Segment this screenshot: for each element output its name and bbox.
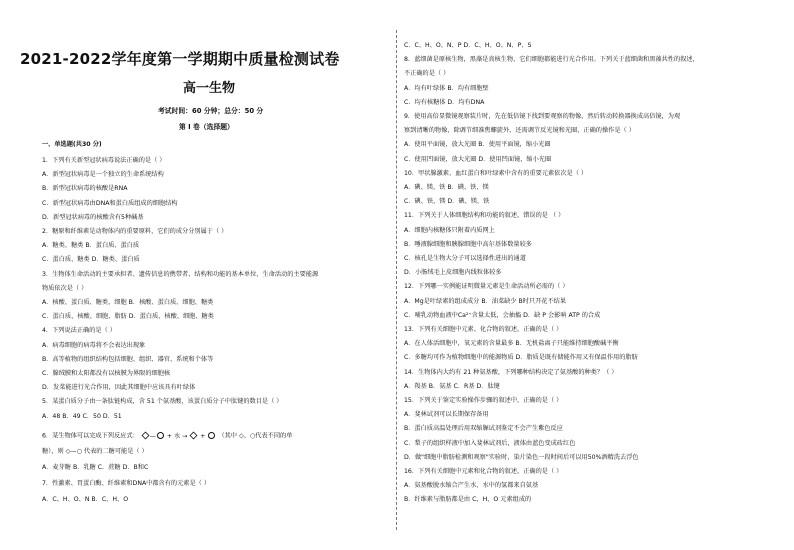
text-line: 不正确的是（ ） xyxy=(404,70,450,78)
text-line: 11．下列关于人体细胞结构和功能的叙述，错误的是 （ ） xyxy=(404,212,565,220)
diamond-icon xyxy=(190,432,198,440)
text-line: 13．下列有关细胞中元素、化合物的叙述，正确的是（ ） xyxy=(404,326,563,333)
part-heading: 第 I 卷（选择题） xyxy=(179,123,234,131)
text-line: D．做"细胞中脂肪检测和观察"实验时，染片染色一段时间后可以用50%酒精洗去浮色 xyxy=(404,453,639,461)
text-line: C．碘、铁、镁 D．碘、镁、铁 xyxy=(404,198,490,206)
text-line: B．蛋白质高温处理后用双缩脲试剂鉴定不会产生紫色反应 xyxy=(404,425,563,433)
text-line: 2．糖原和纤维素是动物体内的重要原料，它们的成分分别属于（ ） xyxy=(42,228,228,235)
text-line: D．小肠绒毛上皮细胞内线粒体较多 xyxy=(404,269,502,277)
text-line: 5．某蛋白质分子由一条肽链构成，含 51 个氨基酸，该蛋白质分子中肽键的数目是（ ） xyxy=(42,398,283,406)
text-line: C．腺绒膜和太阳都没有以核膜为界限的细胞核 xyxy=(42,370,171,377)
text-line: B．新型冠状病毒的核酸是RNA xyxy=(42,185,128,193)
text-line: D．新型冠状病毒的核酸含有5种碱基 xyxy=(42,213,144,221)
text-line: A．病毒细胞的病毒将不会表达出现象 xyxy=(42,341,146,349)
text-line: 1．下列有关新型冠状病毒说法正确的是（ ） xyxy=(42,157,166,164)
question-7: 7．性激素、胃蛋白酶、纤维素和DNA中都含有的元素是（ ） xyxy=(42,480,211,487)
q6-suffix: （其中 ◇、○代表不同的单 xyxy=(218,432,293,440)
text-line: A．Mg是叶绿素的组成成分 B．油菜缺少 B时只开花不结果 xyxy=(404,297,567,305)
text-line: C．新型冠状病毒由DNA和蛋白质组成的细胞结构 xyxy=(42,199,178,207)
section-heading: 一、单选题(共30 分) xyxy=(42,141,102,148)
text-line: A．均有叶绿体 B．均有细胞壁 xyxy=(404,84,489,92)
text-line: B．高等植物的组织结构包括细胞、组织、器官、系统和个体等 xyxy=(42,355,214,363)
text-line: 16．下列有关细胞中元素和化合物的叙述，正确的是（ ） xyxy=(404,468,563,475)
text-line: 14．生物体内大约有 21 种氨基酸，下列哪种结构决定了氨基酸的种类？（ ） xyxy=(404,368,618,376)
column-divider xyxy=(396,30,397,530)
q6-prefix: 6．某生物体可以完成下列反应式： xyxy=(42,432,139,440)
text-line: C．哺乳动物血液中Ca²⁺含量太低，会抽搐 D．缺 P 会影响 ATP 的合成 xyxy=(404,311,601,319)
circle-icon xyxy=(208,432,215,439)
text-line: A．在人体活细胞中，氧元素的含量最多 B．无机盐离子只能维持细胞酸碱平衡 xyxy=(404,340,619,348)
text-line: A．碘、镁、铁 B．碘、铁、镁 xyxy=(404,184,489,191)
text-line: 物质依次是（ ） xyxy=(42,284,88,292)
text-line: A．糖类、糖类 B．蛋白质、蛋白质 xyxy=(42,242,140,250)
text-line: C．蛋白质、糖类 D．糖类、蛋白质 xyxy=(42,256,140,264)
question-6-line-1 xyxy=(42,432,292,441)
text-line: C．蛋白质、核酸、细胞、脂肪 D．蛋白质、核酸、细胞、糖类 xyxy=(42,313,214,321)
text-line: C．均有核糖体 D．均有DNA xyxy=(404,98,485,106)
question-6-options: A．麦芽糖 B．乳糖 C．蔗糖 D．B和C xyxy=(42,464,149,471)
text-line: 10．甲状腺激素、血红蛋白和叶绿素中含有的重要元素依次是（ ） xyxy=(404,169,588,177)
text-line: C．多糖均可作为植物细胞中的能源物质 D．脂质是既有储能作用又有保温作用的脂肪 xyxy=(404,354,638,362)
text-line: A．使用平面镜，放大光圈 B．使用平面镜，缩小光圈 xyxy=(404,141,551,149)
circle-icon xyxy=(157,432,164,439)
diamond-icon xyxy=(141,432,149,440)
text-line: 8．蓝细菌是原核生物，黑藻是真核生物，它们细胞都能进行光合作用。下列关于蓝细菌和黑藻共性的叙述， xyxy=(404,56,699,64)
text-line: A．细胞内核糖体只附着内质网上 xyxy=(404,226,495,234)
exam-info: 考试时间：60 分钟；总分：50 分 xyxy=(158,107,264,115)
text-line: 15．下列关于鉴定实验操作步骤的叙述中，正确的是（ ） xyxy=(404,397,563,404)
question-7-options: A．C、H、O、N B．C、H、O xyxy=(42,496,129,503)
text-line: 察到清晰的物像，除调节细准焦螺旋外，还需调节反光镜和光圈，正确的操作是（ ） xyxy=(404,127,635,135)
question-6-line-2: 糖），则 ◇—○ 代表的二糖可能是（ ） xyxy=(42,448,148,455)
text-line: B．纤维素与脂肪都是由 C、H、O 元素组成的 xyxy=(404,496,532,504)
text-line: A．氨基酸脱水缩合产生水，水中的氢都来自氨基 xyxy=(404,482,539,490)
text-line: D．发菜能进行光合作用，因此其细胞中应该具有叶绿体 xyxy=(42,384,196,392)
text-line: 4．下列说法正确的是（ ） xyxy=(42,327,116,335)
reaction-equation: — + 水 → + xyxy=(141,433,219,440)
text-line: C．使用凹面镜，放大光圈 D．使用凹面镜，缩小光圈 xyxy=(404,155,552,163)
text-line: A．羧基 B．氨基 C．R基 D．肽键 xyxy=(404,382,500,390)
text-line: 9．使用高倍显微镜观察装片时，先在低倍镜下找到要观察的物像，然后转动转换器换成高倍镜，为观 xyxy=(404,113,681,120)
text-line: C．C、H、O、N、P D．C、H、O、N、P、S xyxy=(404,42,532,49)
text-line: A．48 B．49 C．50 D．51 xyxy=(42,412,122,420)
text-line: A．新型冠状病毒是一个独立的生命系统结构 xyxy=(42,171,164,179)
exam-title: 2021-2022学年度第一学期期中质量检测试卷 xyxy=(20,50,340,68)
text-line: C．梨子的组织样液中加入斐林试剂后，液体由蓝色变成砖红色 xyxy=(404,439,576,447)
text-line: C．核孔是生物大分子可以选择性进出的通道 xyxy=(404,255,526,262)
subject-title: 高一生物 xyxy=(183,81,236,96)
text-line: 3．生物体生命活动的主要承担者、遗传信息的携带者、结构和功能的基本单位、生命活动的主要能源 xyxy=(42,270,319,278)
text-line: B．唾液腺细胞和胰腺细胞中高尔基体数量较多 xyxy=(404,240,532,248)
text-line: 12．下列哪一实例能证明微量元素是生命活动所必需的（ ） xyxy=(404,283,569,291)
text-line: A．斐林试剂可以长期保存备用 xyxy=(404,411,489,419)
text-line: A．核酸、蛋白质、糖类、细胞 B．核酸、蛋白质、细胞、糖类 xyxy=(42,299,214,306)
